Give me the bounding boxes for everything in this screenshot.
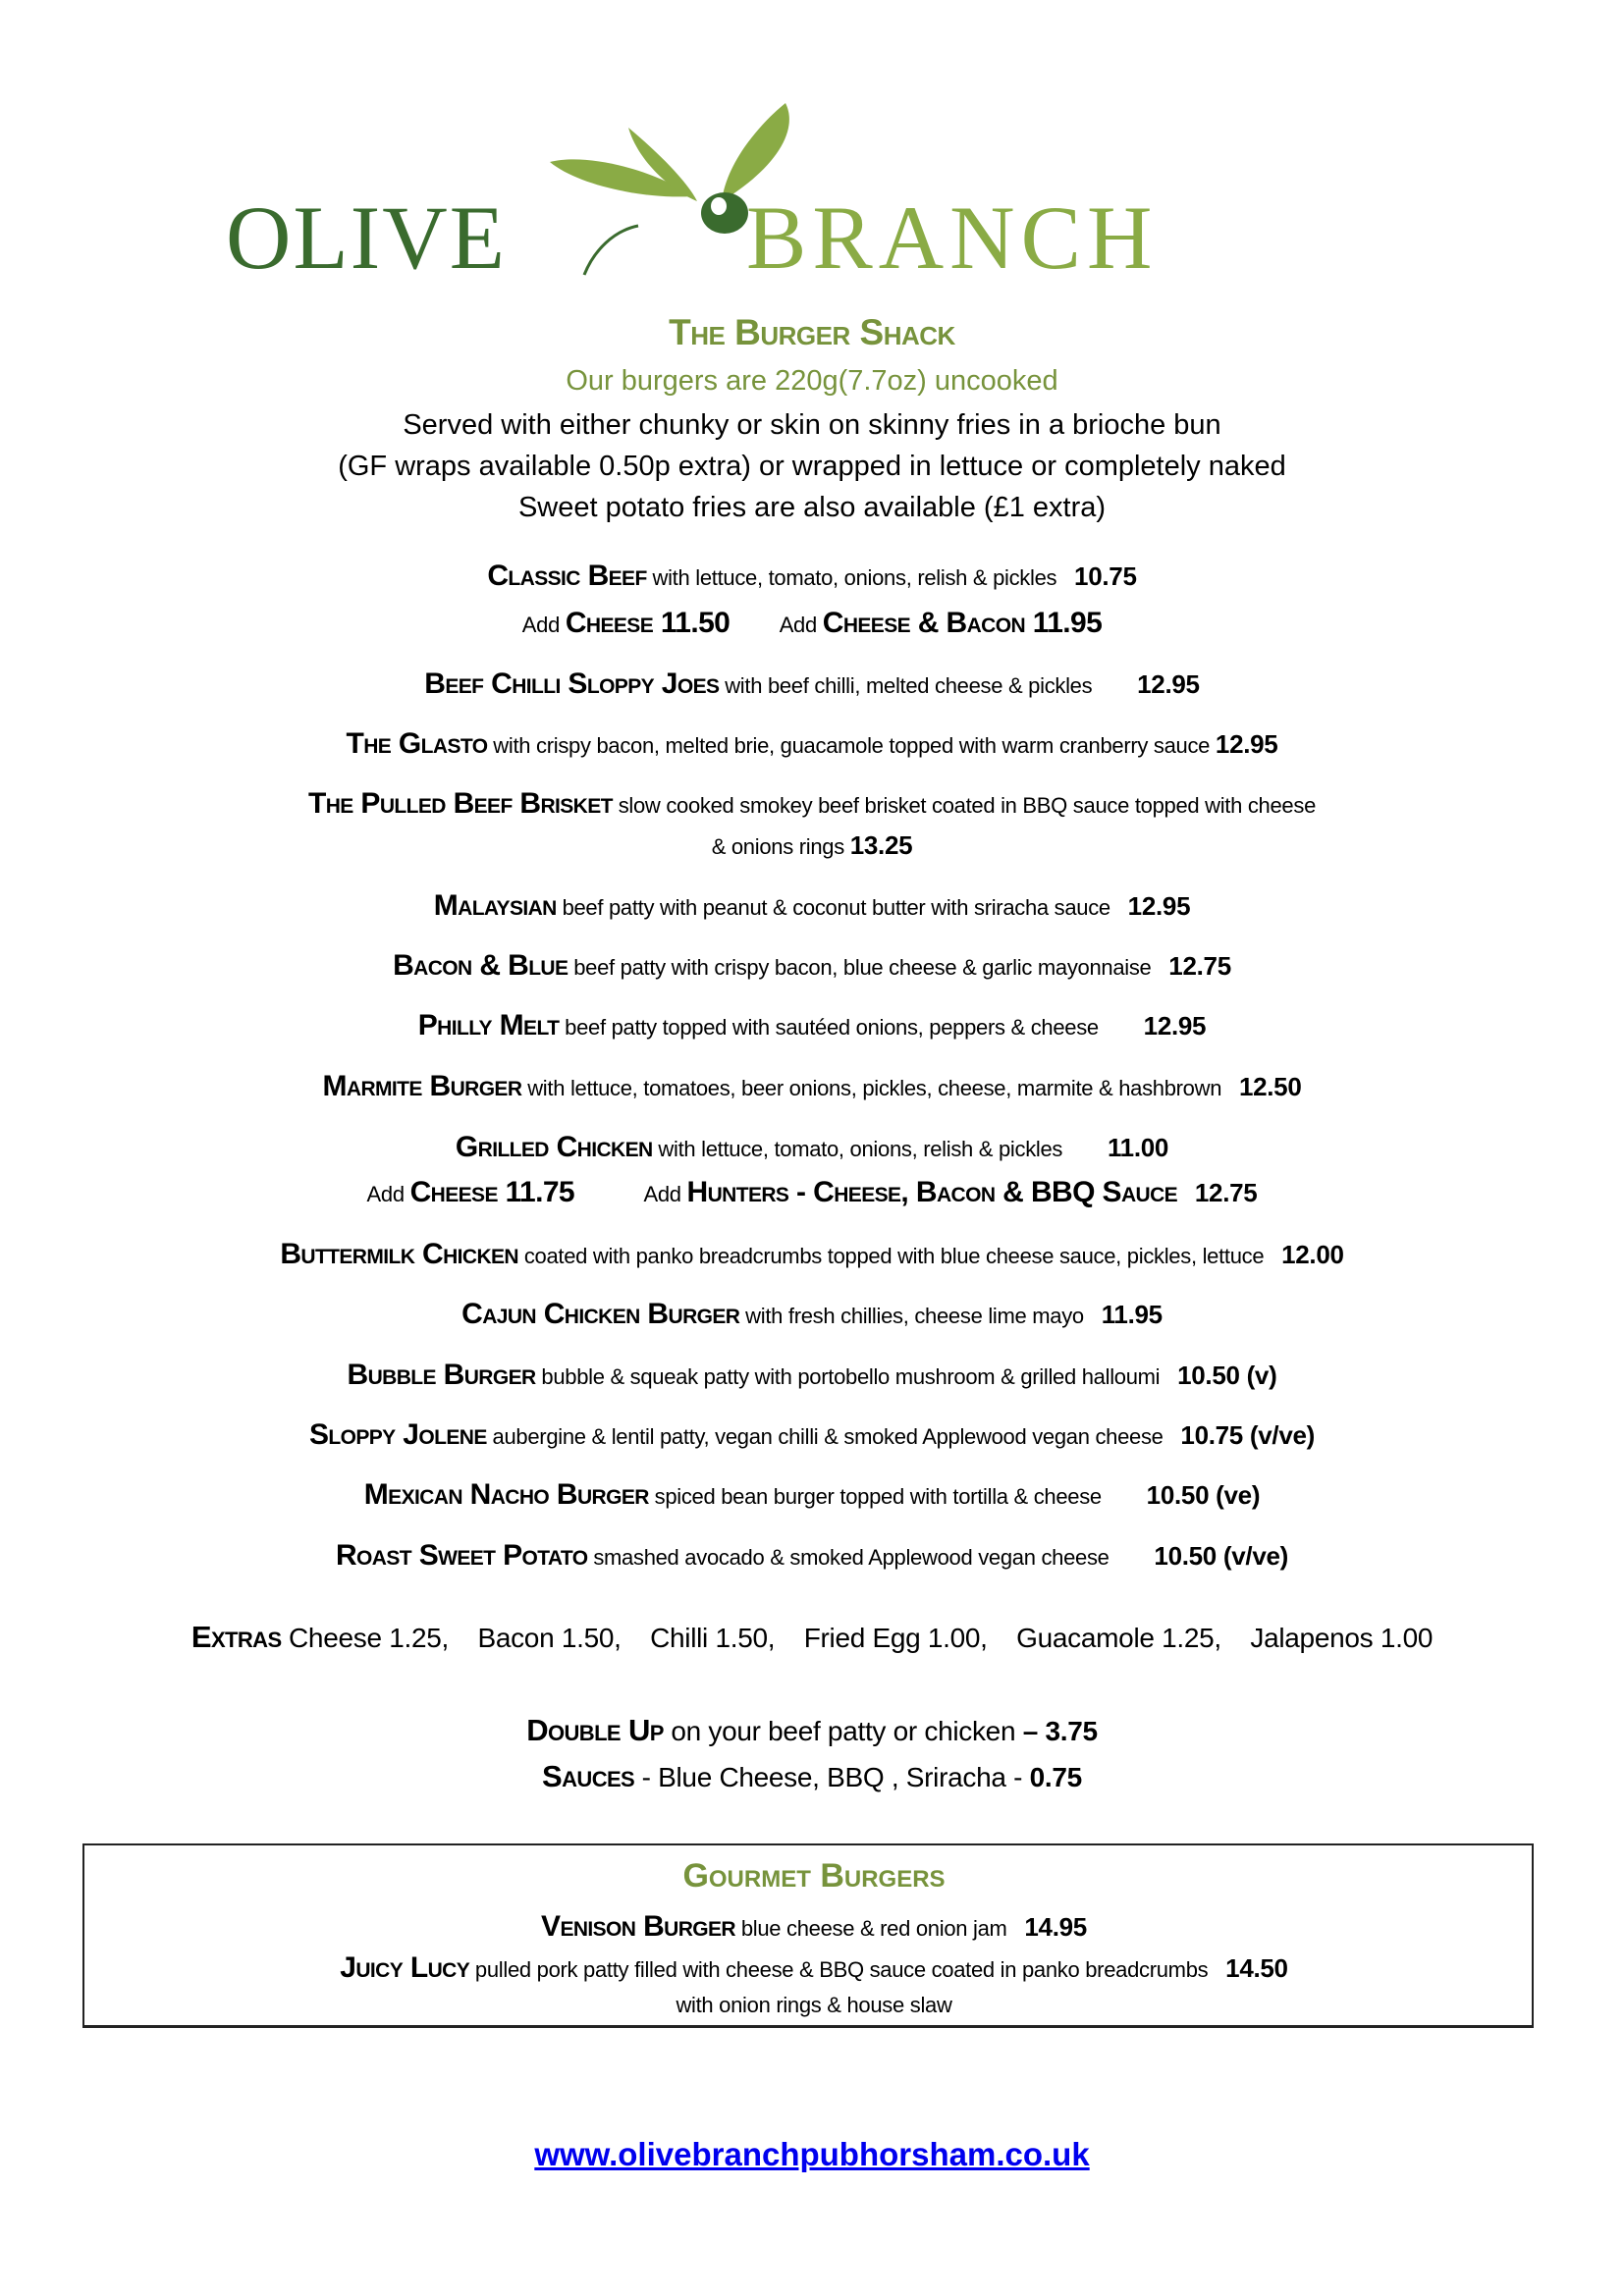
extra-item: Chilli 1.50, [650, 1623, 776, 1653]
item-price: 10.75 [1074, 561, 1137, 591]
double-up-price: 3.75 [1045, 1716, 1098, 1746]
item-desc: & onions rings [711, 834, 844, 859]
menu-item [0, 727, 1624, 761]
item-desc: with fresh chillies, cheese lime mayo [745, 1304, 1084, 1328]
item-price: 14.95 [1024, 1912, 1087, 1942]
item-name: Malaysian [433, 889, 557, 922]
item-name: The Glasto [346, 727, 488, 760]
item-name: Buttermilk Chicken [280, 1238, 518, 1270]
page-title: The Burger Shack [669, 312, 955, 352]
menu-item [2, 1951, 1624, 1985]
extra-item: Cheese 1.25, [289, 1623, 449, 1653]
double-up-line: Double Up on your beef patty or chicken – 3.75 [526, 1713, 1098, 1747]
addon-label: Cheese 11.75 [409, 1176, 575, 1208]
item-name: Bacon & Blue [393, 949, 568, 982]
item-desc: pulled pork patty filled with cheese & BBQ sauce coated in panko breadcrumbs [474, 1957, 1209, 1982]
item-desc: beef patty topped with sautéed onions, peppers & cheese [565, 1015, 1099, 1040]
item-price: 12.00 [1281, 1240, 1344, 1269]
item-name: Sloppy Jolene [308, 1418, 487, 1451]
item-name: Juicy Lucy [340, 1951, 470, 1984]
addon-label: Hunters - Cheese, Bacon & BBQ Sauce [686, 1176, 1178, 1208]
menu-item [0, 1359, 1624, 1392]
gourmet-title: Gourmet Burgers [682, 1857, 946, 1895]
item-name: Cajun Chicken Burger [461, 1298, 740, 1330]
item-price: 10.75 (v/ve) [1180, 1420, 1316, 1450]
item-price: 12.95 [1127, 891, 1191, 921]
item-desc: with lettuce, tomato, onions, relish & pickles [658, 1137, 1063, 1161]
extra-item: Jalapenos 1.00 [1250, 1623, 1434, 1653]
item-name: Marmite Burger [322, 1070, 522, 1102]
menu-item [0, 787, 1624, 821]
item-desc: smashed avocado & smoked Applewood vegan cheese [593, 1545, 1110, 1570]
item-price: 11.00 [1107, 1133, 1169, 1162]
gourmet-burgers-box [82, 1843, 1534, 2028]
item-price: 12.95 [1137, 669, 1200, 699]
sauces-line [0, 1759, 1624, 1794]
item-name: Roast Sweet Potato [335, 1539, 588, 1572]
menu-item [0, 889, 1624, 923]
extra-item: Bacon 1.50, [477, 1623, 622, 1653]
page-subtitle: Our burgers are 220g(7.7oz) uncooked [566, 365, 1058, 397]
double-up-text: on your beef patty or chicken [671, 1716, 1016, 1746]
intro-line: Served with either chunky or skin on skinny fries in a brioche bun [403, 409, 1221, 441]
item-price: 14.50 [1225, 1953, 1288, 1983]
item-price: 12.50 [1238, 1072, 1302, 1101]
menu-item-continued [2, 1993, 1624, 2018]
menu-item [0, 667, 1624, 701]
item-name: Venison Burger [541, 1910, 735, 1943]
item-price: 12.75 [1168, 951, 1231, 981]
footer [0, 2136, 1624, 2173]
menu-item [2, 1910, 1624, 1944]
addon-label: Cheese & Bacon 11.95 [822, 607, 1103, 639]
item-price: 11.95 [1101, 1300, 1163, 1329]
website-link[interactable]: www.olivebranchpubhorsham.co.uk [534, 2136, 1090, 2172]
item-name: Grilled Chicken [455, 1131, 653, 1163]
item-desc: blue cheese & red onion jam [740, 1916, 1007, 1941]
item-desc: beef patty with crispy bacon, blue cheese & garlic mayonnaise [573, 955, 1152, 980]
item-desc: with crispy bacon, melted brie, guacamole topped with warm cranberry sauce [493, 733, 1211, 758]
intro-line: (GF wraps available 0.50p extra) or wrapped in lettuce or completely naked [338, 451, 1286, 482]
item-desc: bubble & squeak patty with portobello mushroom & grilled halloumi [541, 1364, 1161, 1389]
item-name: Beef Chilli Sloppy Joes [424, 667, 720, 700]
item-desc: with beef chilli, melted cheese & pickles [725, 673, 1093, 698]
olive-branch-leaf-icon [226, 93, 1394, 280]
item-name: Classic Beef [487, 560, 647, 592]
item-desc: coated with panko breadcrumbs topped with blue cheese sauce, pickles, lettuce [523, 1244, 1265, 1268]
sauces-text: - Blue Cheese, BBQ , Sriracha - [641, 1762, 1023, 1792]
item-desc: with lettuce, tomato, onions, relish & pickles [652, 565, 1057, 590]
menu-item [0, 949, 1624, 983]
item-price: 12.95 [1143, 1011, 1207, 1041]
menu-item [0, 560, 1624, 593]
extra-item: Fried Egg 1.00, [803, 1623, 988, 1653]
item-desc: with lettuce, tomatoes, beer onions, pickles, cheese, marmite & hashbrown [527, 1076, 1222, 1100]
item-name: The Pulled Beef Brisket [308, 787, 613, 820]
svg-text:OLIVE: OLIVE [226, 187, 507, 280]
item-price: 10.50 (v/ve) [1154, 1541, 1289, 1571]
intro-line: Sweet potato fries are also available (£1 extra) [517, 492, 1107, 523]
sauces-price: 0.75 [1029, 1762, 1082, 1792]
menu-item [0, 1298, 1624, 1331]
menu-item [0, 1131, 1624, 1164]
beef-addons [0, 607, 1624, 640]
addon-prefix: Add [366, 1182, 405, 1206]
addon-price: 12.75 [1194, 1178, 1258, 1207]
addon-prefix: Add [643, 1182, 681, 1206]
item-desc: beef patty with peanut & coconut butter with sriracha sauce [562, 895, 1110, 920]
item-price: 12.95 [1215, 729, 1278, 759]
intro-text [0, 404, 1624, 528]
addon-prefix: Add [779, 613, 817, 637]
item-price: 13.25 [849, 830, 913, 860]
double-up-label: Double Up [526, 1713, 664, 1747]
item-desc: aubergine & lentil patty, vegan chilli & smoked Applewood vegan cheese [492, 1424, 1164, 1449]
addon-prefix: Add [521, 613, 561, 637]
item-desc: spiced bean burger topped with tortilla & cheese [654, 1484, 1102, 1509]
item-desc: slow cooked smokey beef brisket coated in BBQ sauce topped with cheese [618, 793, 1316, 818]
svg-text:BRANCH: BRANCH [746, 187, 1159, 280]
menu-item [0, 1070, 1624, 1103]
menu-item [0, 1539, 1624, 1573]
menu-item [0, 1418, 1624, 1452]
extras-label: Extras [190, 1620, 282, 1654]
item-name: Philly Melt [417, 1009, 560, 1041]
menu-item [0, 1238, 1624, 1271]
olive-branch-logo [226, 93, 1394, 280]
item-name: Bubble Burger [347, 1359, 536, 1391]
item-price: 10.50 (ve) [1146, 1480, 1261, 1510]
sauces-label: Sauces [542, 1759, 635, 1793]
item-desc: with onion rings & house slaw [676, 1993, 952, 2017]
menu-item [0, 1009, 1624, 1042]
extra-item: Guacamole 1.25, [1016, 1623, 1221, 1653]
item-price: 10.50 (v) [1177, 1361, 1277, 1390]
chicken-addons [0, 1176, 1624, 1209]
extras-line [0, 1620, 1624, 1655]
addon-label: Cheese 11.50 [565, 607, 731, 639]
item-name: Mexican Nacho Burger [363, 1478, 649, 1511]
menu-item-continued [0, 830, 1624, 861]
menu-item [0, 1478, 1624, 1512]
